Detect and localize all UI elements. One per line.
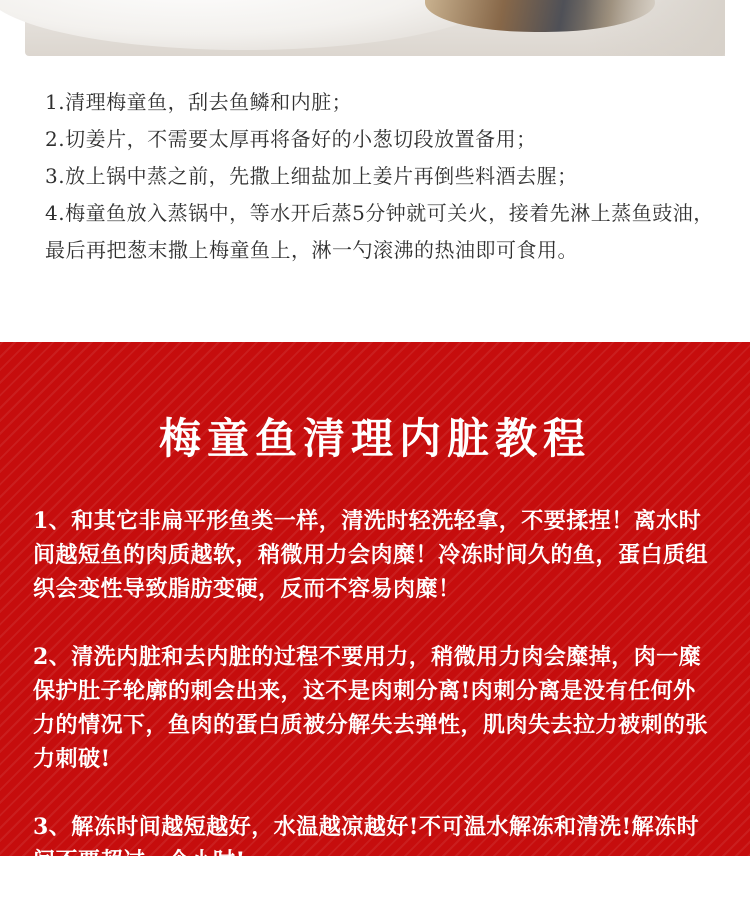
step-1: 1.清理梅童鱼，刮去鱼鳞和内脏； xyxy=(45,90,353,114)
tutorial-section xyxy=(0,342,750,874)
tip-3: 3、解冻时间越短越好，水温越凉越好!不可温水解冻和清洗!解冻时间不要超过一个小时! xyxy=(33,814,700,874)
tutorial-tips xyxy=(33,504,717,912)
step-3: 3.放上锅中蒸之前，先撒上细盐加上姜片再倒些料酒去腥； xyxy=(45,164,578,188)
step-4: 4.梅童鱼放入蒸锅中，等水开后蒸5分钟就可关火，接着先淋上蒸鱼豉油，最后再把葱末撒上梅童鱼上，淋一勺滚沸的热油即可食用。 xyxy=(45,201,714,262)
tip-2: 2、清洗内脏和去内脏的过程不要用力，稍微用力肉会糜掉，肉一糜保护肚子轮廓的刺会出来，这不是肉刺分离!肉刺分离是没有任何外力的情况下，鱼肉的蛋白质被分解失去弹性，肌肉失去拉力被刺的张力刺破! xyxy=(33,644,709,772)
step-2: 2.切姜片，不需要太厚再将备好的小葱切段放置备用； xyxy=(45,127,537,151)
cooking-steps xyxy=(45,84,715,269)
tutorial-title: 梅童鱼清理内脏教程 xyxy=(158,414,591,463)
tip-1: 1、和其它非扁平形鱼类一样，清洗时轻洗轻拿，不要揉捏！离水时间越短鱼的肉质越软，稍微用力会肉糜！冷冻时间久的鱼，蛋白质组织会变性导致脂肪变硬，反而不容易肉糜！ xyxy=(33,508,709,602)
fish-dish-photo xyxy=(25,0,725,56)
